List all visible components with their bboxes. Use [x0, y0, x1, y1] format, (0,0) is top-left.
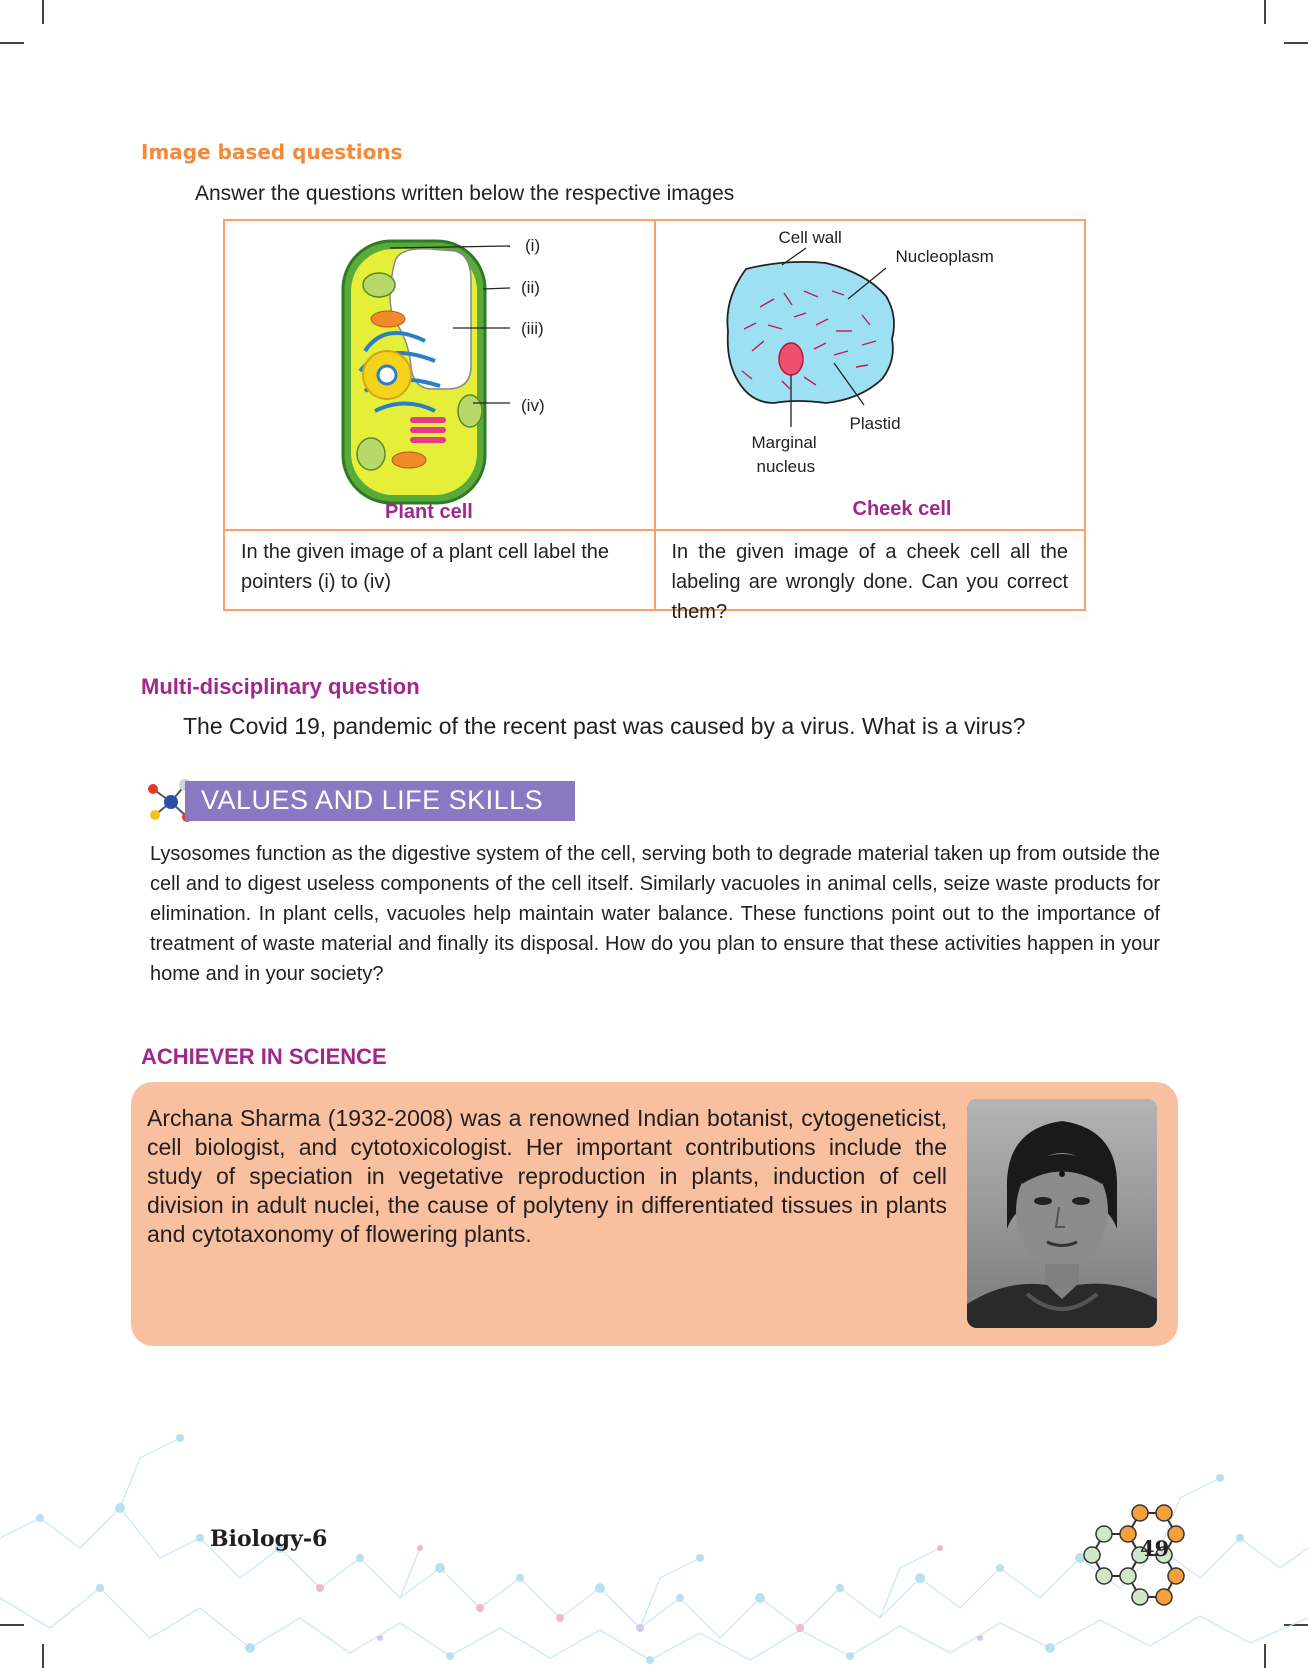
plant-label-ii: (ii): [521, 278, 540, 297]
values-text: Lysosomes function as the digestive system of the cell, serving both to degrade material taken up from outside the cell and to digest useless components of the cell itself. Similarly vacuoles in animal cells, seize waste products for elimination. In plant cells, vacuoles help maintain water balance. These functions point out to the importance of treatment of waste material and finally its disposal. How do you plan to ensure that these activities happen in your home and in your society?: [150, 843, 1160, 985]
plant-cell-figure: [225, 221, 654, 529]
image-questions-table: [223, 219, 1086, 623]
crop-mark: [42, 0, 44, 24]
achiever-heading: ACHIEVER IN SCIENCE: [141, 1044, 387, 1069]
crop-mark: [1264, 0, 1266, 24]
cheek-label-cell-wall: Cell wall: [778, 228, 842, 247]
multidisciplinary-heading: Multi-disciplinary question: [141, 674, 420, 699]
plant-label-iv: (iv): [521, 396, 545, 415]
crop-mark: [1284, 42, 1308, 44]
portrait-photo: [967, 1099, 1157, 1328]
plant-cell-question-cell: [224, 530, 655, 610]
multidisciplinary-question: The Covid 19, pandemic of the recent past was caused by a virus. What is a virus?: [183, 713, 1026, 739]
page-number: 49: [1140, 1536, 1170, 1561]
values-title: VALUES AND LIFE SKILLS: [201, 785, 544, 815]
footer-network-decoration: [0, 1398, 1308, 1668]
values-title-bar: [185, 781, 575, 821]
cheek-cell-question-cell: [655, 530, 1086, 623]
cheek-cell-diagram: [656, 221, 1086, 529]
plant-cell-caption: Plant cell: [385, 501, 473, 523]
achiever-text: Archana Sharma (1932-2008) was a renowned Indian botanist, cytogeneticist, cell biologist, and cytotoxicologist. Her important contributions include the study of speciation in vegetative reproduction in plants, induction of cell division in adult nuclei, the cause of polyteny in differentiated tissues in plants and cytotaxonomy of flowering plants.: [147, 1105, 947, 1247]
plant-cell-diagram: [225, 221, 655, 529]
plant-cell-figure-cell: [224, 220, 655, 530]
plant-label-iii: (iii): [521, 319, 544, 338]
crop-mark: [0, 42, 24, 44]
footer-book-title: Biology-6: [210, 1526, 328, 1552]
cheek-label-plastid: Plastid: [849, 414, 901, 433]
image-questions-intro: Answer the questions written below the respective images: [195, 182, 735, 205]
plant-cell-question: In the given image of a plant cell label the pointers (i) to (iv): [241, 541, 610, 593]
plant-label-i: (i): [525, 236, 541, 255]
cheek-label-nucleus: nucleus: [756, 457, 816, 476]
cheek-label-marginal: Marginal: [751, 433, 817, 452]
values-banner: [141, 781, 575, 821]
cheek-label-nucleoplasm: Nucleoplasm: [895, 247, 994, 266]
achiever-box: [131, 1082, 1178, 1346]
cheek-cell-question: In the given image of a cheek cell all the labeling are wrongly done. Can you correct them?: [671, 541, 1068, 623]
archana-sharma-portrait: [967, 1099, 1157, 1328]
image-questions-heading: Image based questions: [141, 140, 403, 164]
cheek-cell-figure: [656, 221, 1085, 529]
cheek-cell-caption: Cheek cell: [852, 498, 952, 520]
cheek-cell-figure-cell: [655, 220, 1086, 530]
